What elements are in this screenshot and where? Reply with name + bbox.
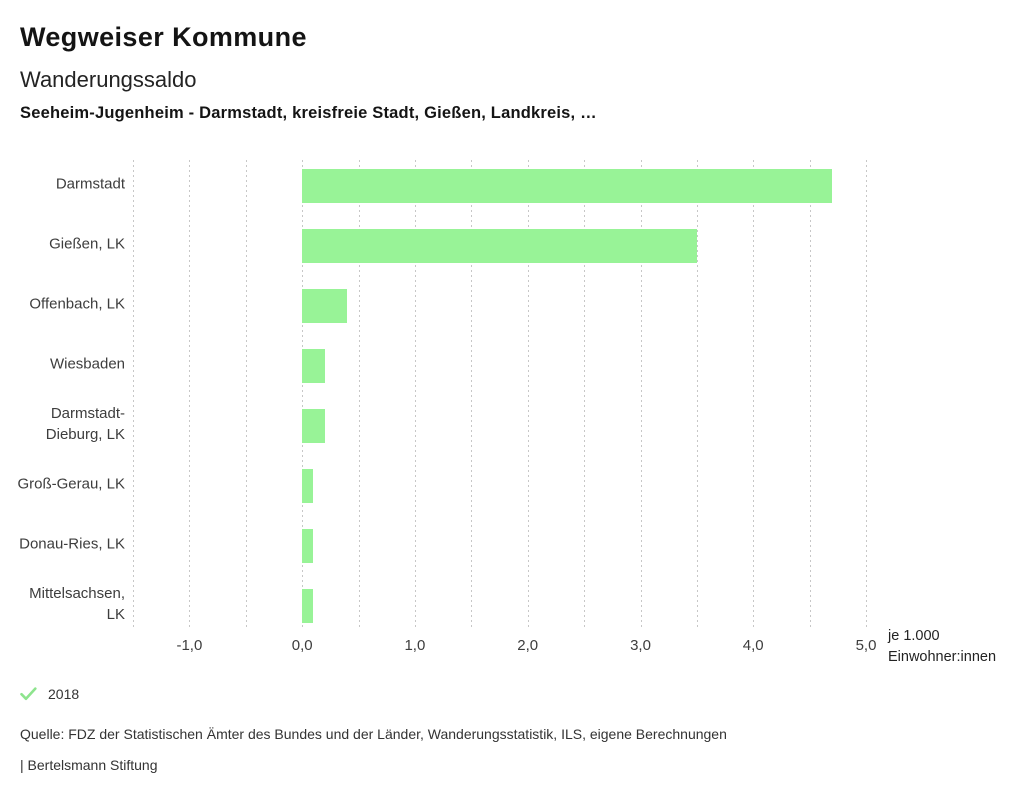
- y-axis-label: Darmstadt: [55, 175, 125, 193]
- chart-title: Wanderungssaldo: [20, 67, 197, 92]
- bar-offenbach-lk[interactable]: [302, 289, 347, 323]
- x-axis-tick-label: 2,0: [517, 637, 539, 654]
- legend-year-label: 2018: [48, 686, 80, 702]
- chart-comparison-line: Seeheim-Jugenheim - Darmstadt, kreisfreie Stadt, Gießen, Landkreis, …: [20, 104, 597, 122]
- x-axis-unit-label-line: je 1.000: [888, 628, 940, 644]
- check-icon: [20, 687, 37, 701]
- bar-darmstadt-dieburg-lk[interactable]: [302, 409, 325, 443]
- gridline: [866, 160, 867, 630]
- y-axis-label: Wiesbaden: [49, 355, 125, 373]
- bar-gießen-lk[interactable]: [302, 229, 697, 263]
- x-axis-tick-label: 3,0: [630, 637, 651, 654]
- gridline: [697, 160, 698, 630]
- x-axis-tick-label: 4,0: [742, 637, 764, 654]
- x-axis-tick-label: 0,0: [291, 637, 313, 654]
- bar-darmstadt[interactable]: [302, 169, 832, 203]
- x-axis-unit-label: [888, 626, 996, 668]
- y-axis-label: Darmstadt- Dieburg, LK: [45, 405, 125, 443]
- gridline: [810, 160, 811, 630]
- x-axis-tick-label: 1,0: [404, 637, 426, 654]
- y-axis-label: Offenbach, LK: [29, 295, 125, 313]
- bar-wiesbaden[interactable]: [302, 349, 325, 383]
- gridline: [753, 160, 754, 630]
- y-axis-label: Donau-Ries, LK: [19, 535, 125, 553]
- bar-mittelsachsen-lk[interactable]: [302, 589, 313, 623]
- y-axis-label: Mittelsachsen, LK: [29, 585, 125, 623]
- bar-chart-plot-area: [133, 160, 866, 630]
- x-axis-tick-label: -1,0: [176, 637, 203, 654]
- bar-groß-gerau-lk[interactable]: [302, 469, 313, 503]
- branding-label: | Bertelsmann Stiftung: [20, 757, 158, 773]
- gridline: [246, 160, 247, 630]
- bar-donau-ries-lk[interactable]: [302, 529, 313, 563]
- gridline: [189, 160, 190, 630]
- source-note: Quelle: FDZ der Statistischen Ämter des Bundes und der Länder, Wanderungsstatistik, ILS, eigene Berechnungen: [20, 726, 727, 742]
- x-axis-tick-label: 5,0: [855, 637, 877, 654]
- x-axis-unit-label-line: Einwohner:innen: [888, 649, 997, 665]
- gridline: [133, 160, 134, 630]
- y-axis-label: Gießen, LK: [49, 235, 125, 253]
- app-title: Wegweiser Kommune: [20, 22, 307, 52]
- y-axis-label: Groß-Gerau, LK: [17, 475, 125, 493]
- legend[interactable]: [20, 686, 79, 702]
